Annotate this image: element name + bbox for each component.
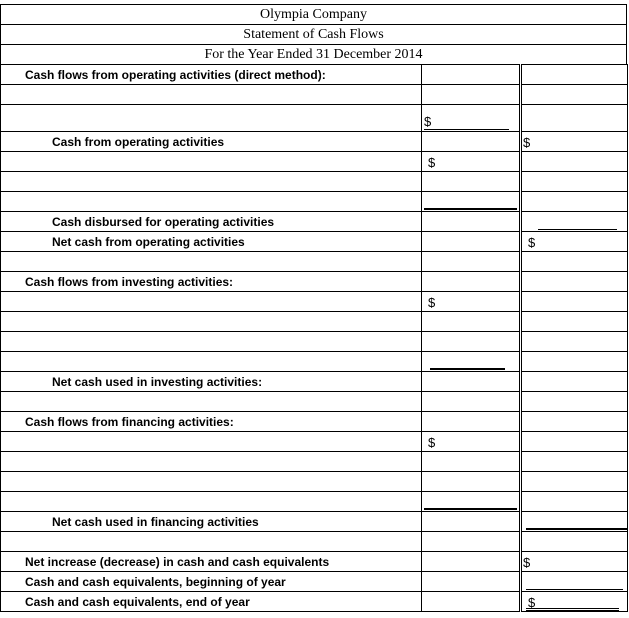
investing-heading: Cash flows from investing activities:: [1, 272, 422, 292]
total-cell[interactable]: [521, 232, 628, 252]
total-cell[interactable]: [521, 132, 628, 152]
amount-cell[interactable]: [422, 512, 521, 532]
line-item-cell[interactable]: [1, 172, 422, 192]
total-cell[interactable]: [521, 552, 628, 572]
line-item-cell[interactable]: [1, 85, 422, 105]
total-cell[interactable]: [521, 532, 628, 552]
total-cell[interactable]: [521, 212, 628, 232]
table-row: [1, 252, 628, 272]
dollar-sign: $: [528, 235, 536, 250]
table-row: [1, 352, 628, 372]
total-cell[interactable]: [521, 152, 628, 172]
table-row: [1, 332, 628, 352]
financing-heading: Cash flows from financing activities:: [1, 412, 422, 432]
amount-cell[interactable]: [422, 492, 521, 512]
dollar-sign: $: [424, 114, 432, 129]
table-row: [1, 512, 628, 532]
net-cash-investing-label: Net cash used in investing activities:: [1, 372, 422, 392]
line-item-cell[interactable]: [1, 192, 422, 212]
line-item-cell[interactable]: [1, 312, 422, 332]
amount-cell[interactable]: [422, 432, 521, 452]
subtotal-rule: [424, 508, 517, 510]
table-row: [1, 152, 628, 172]
total-cell[interactable]: [521, 452, 628, 472]
dollar-sign: $: [528, 595, 536, 610]
table-row: [1, 592, 628, 612]
table-row: [1, 412, 628, 432]
table-row: [1, 85, 628, 105]
table-row: [1, 492, 628, 512]
amount-cell[interactable]: [422, 105, 521, 132]
amount-cell[interactable]: [422, 372, 521, 392]
amount-cell[interactable]: [422, 572, 521, 592]
line-item-cell[interactable]: [1, 252, 422, 272]
beginning-cash-label: Cash and cash equivalents, beginning of year: [1, 572, 422, 592]
dollar-sign: $: [428, 435, 436, 450]
net-cash-operating-label: Net cash from operating activities: [1, 232, 422, 252]
total-cell[interactable]: [521, 372, 628, 392]
cash-flow-statement: [0, 4, 627, 612]
table-row: [1, 432, 628, 452]
total-cell[interactable]: [521, 412, 628, 432]
line-item-cell[interactable]: [1, 392, 422, 412]
amount-cell[interactable]: [422, 132, 521, 152]
total-cell[interactable]: [521, 592, 628, 612]
statement-period: For the Year Ended 31 December 2014: [0, 44, 627, 64]
cash-disbursed-label: Cash disbursed for operating activities: [1, 212, 422, 232]
line-item-cell[interactable]: [1, 152, 422, 172]
total-cell[interactable]: [521, 65, 628, 85]
net-cash-financing-label: Net cash used in financing activities: [1, 512, 422, 532]
subtotal-rule: [526, 528, 627, 530]
total-double-rule: [526, 608, 619, 611]
dollar-sign: $: [428, 155, 436, 170]
operating-heading: Cash flows from operating activities (direct method):: [1, 65, 422, 85]
amount-underline: [538, 229, 617, 230]
total-cell[interactable]: [521, 85, 628, 105]
total-cell[interactable]: [521, 252, 628, 272]
table-row: [1, 312, 628, 332]
statement-table: [0, 64, 628, 612]
line-item-cell[interactable]: [1, 492, 422, 512]
total-cell[interactable]: [521, 432, 628, 452]
total-cell[interactable]: [521, 352, 628, 372]
amount-cell[interactable]: [422, 592, 521, 612]
total-cell[interactable]: [521, 105, 628, 132]
table-row: [1, 292, 628, 312]
total-cell[interactable]: [521, 272, 628, 292]
table-row: [1, 572, 628, 592]
line-item-cell[interactable]: [1, 105, 422, 132]
dollar-sign: $: [523, 135, 531, 150]
amount-cell[interactable]: [422, 292, 521, 312]
amount-cell[interactable]: [422, 452, 521, 472]
line-item-cell[interactable]: [1, 292, 422, 312]
amount-cell[interactable]: [422, 232, 521, 252]
amount-underline: [526, 589, 623, 590]
amount-cell[interactable]: [422, 252, 521, 272]
amount-cell[interactable]: [422, 332, 521, 352]
amount-cell[interactable]: [422, 532, 521, 552]
line-item-cell[interactable]: [1, 332, 422, 352]
company-name: Olympia Company: [0, 4, 627, 24]
table-row: [1, 232, 628, 252]
amount-cell[interactable]: [422, 392, 521, 412]
statement-title: Statement of Cash Flows: [0, 24, 627, 44]
dollar-sign: $: [523, 555, 531, 570]
total-cell[interactable]: [521, 492, 628, 512]
subtotal-rule: [430, 368, 505, 370]
cash-from-operating-label: Cash from operating activities: [1, 132, 422, 152]
subtotal-rule: [424, 208, 517, 210]
table-row: [1, 472, 628, 492]
total-cell[interactable]: [521, 292, 628, 312]
amount-cell[interactable]: [422, 272, 521, 292]
line-item-cell[interactable]: [1, 532, 422, 552]
table-row: [1, 552, 628, 572]
table-row: [1, 172, 628, 192]
amount-cell[interactable]: [422, 472, 521, 492]
table-row: [1, 65, 628, 85]
line-item-cell[interactable]: [1, 352, 422, 372]
ending-cash-label: Cash and cash equivalents, end of year: [1, 592, 422, 612]
table-row: [1, 132, 628, 152]
dollar-sign: $: [428, 295, 436, 310]
table-row: [1, 532, 628, 552]
amount-cell[interactable]: [422, 172, 521, 192]
line-item-cell[interactable]: [1, 452, 422, 472]
total-cell[interactable]: [521, 312, 628, 332]
amount-cell[interactable]: [422, 312, 521, 332]
total-cell[interactable]: [521, 472, 628, 492]
table-row: [1, 372, 628, 392]
amount-cell[interactable]: [422, 85, 521, 105]
amount-cell[interactable]: [422, 65, 521, 85]
amount-cell[interactable]: [422, 212, 521, 232]
total-cell[interactable]: [521, 512, 628, 532]
table-row: [1, 272, 628, 292]
amount-underline: [424, 129, 509, 130]
amount-cell[interactable]: [422, 552, 521, 572]
amount-cell[interactable]: [422, 412, 521, 432]
net-increase-label: Net increase (decrease) in cash and cash equivalents: [1, 552, 422, 572]
table-row: [1, 452, 628, 472]
table-row: [1, 212, 628, 232]
total-cell[interactable]: [521, 332, 628, 352]
line-item-cell[interactable]: [1, 472, 422, 492]
table-row: [1, 392, 628, 412]
amount-cell[interactable]: [422, 192, 521, 212]
total-cell[interactable]: [521, 192, 628, 212]
table-row: [1, 192, 628, 212]
total-cell[interactable]: [521, 172, 628, 192]
amount-cell[interactable]: [422, 352, 521, 372]
amount-cell[interactable]: [422, 152, 521, 172]
total-cell[interactable]: [521, 572, 628, 592]
table-row: [1, 105, 628, 132]
total-cell[interactable]: [521, 392, 628, 412]
line-item-cell[interactable]: [1, 432, 422, 452]
